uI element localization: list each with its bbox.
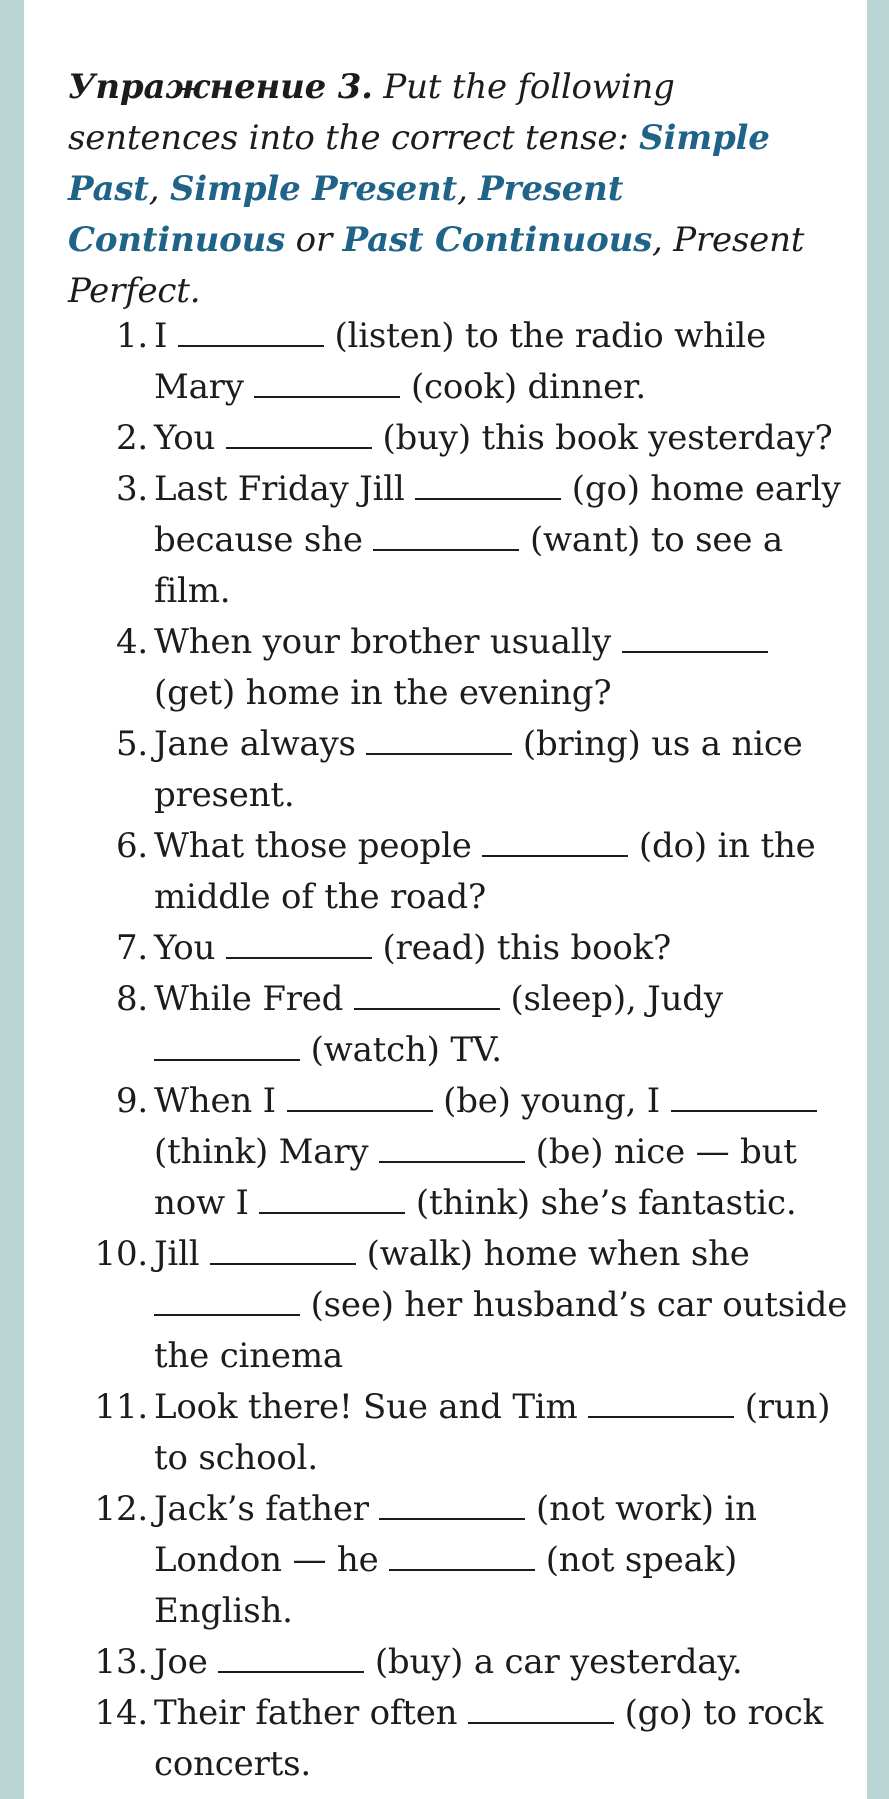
answer-blank[interactable] bbox=[178, 343, 324, 347]
answer-blank[interactable] bbox=[389, 1567, 535, 1571]
separator: , bbox=[148, 169, 170, 209]
answer-blank[interactable] bbox=[671, 1108, 817, 1112]
answer-blank[interactable] bbox=[366, 751, 512, 755]
item-text: (do) in the middle of the road? bbox=[154, 826, 816, 917]
exercise-page bbox=[24, 0, 867, 1799]
item-text: (read) this book? bbox=[371, 928, 672, 968]
item-text: When I bbox=[154, 1081, 287, 1121]
answer-blank[interactable] bbox=[379, 1159, 525, 1163]
item-text: Jane always bbox=[154, 724, 367, 764]
exercise-item bbox=[24, 311, 854, 413]
exercise-label: Упражнение 3. bbox=[68, 67, 373, 107]
exercise-instructions bbox=[68, 62, 818, 317]
item-number: 5. bbox=[115, 724, 148, 764]
exercise-item bbox=[24, 974, 854, 1076]
exercise-item bbox=[24, 1229, 854, 1382]
item-text: (watch) TV. bbox=[300, 1030, 502, 1070]
answer-blank[interactable] bbox=[588, 1414, 734, 1418]
item-text: Jack’s father bbox=[154, 1489, 380, 1529]
answer-blank[interactable] bbox=[226, 955, 372, 959]
instruction-text: Put the following sentences into the correct tense: bbox=[68, 67, 675, 158]
item-text: Last Friday Jill bbox=[154, 469, 416, 509]
exercise-item bbox=[24, 413, 854, 464]
answer-blank[interactable] bbox=[482, 853, 628, 857]
tense-simple-present: Simple Present bbox=[169, 169, 458, 209]
item-number: 3. bbox=[115, 469, 148, 509]
item-text: (not speak) English. bbox=[154, 1540, 738, 1631]
answer-blank[interactable] bbox=[379, 1516, 525, 1520]
exercise-item bbox=[24, 617, 854, 719]
item-text: You bbox=[154, 418, 226, 458]
item-text: (go) to rock concerts. bbox=[154, 1693, 824, 1784]
item-text: Their father often bbox=[154, 1693, 468, 1733]
item-number: 9. bbox=[115, 1081, 148, 1121]
item-number: 12. bbox=[94, 1489, 148, 1529]
exercise-item bbox=[24, 923, 854, 974]
item-number: 14. bbox=[94, 1693, 148, 1733]
item-text: (get) home in the evening? bbox=[154, 673, 612, 713]
exercise-item bbox=[24, 1484, 854, 1637]
exercise-item bbox=[24, 1382, 854, 1484]
item-text: I bbox=[154, 316, 178, 356]
answer-blank[interactable] bbox=[287, 1108, 433, 1112]
item-text: (be) young, I bbox=[432, 1081, 671, 1121]
item-number: 4. bbox=[115, 622, 148, 662]
answer-blank[interactable] bbox=[226, 445, 372, 449]
item-text: You bbox=[154, 928, 226, 968]
item-text: (see) her husband’s car outside the cinema bbox=[154, 1285, 848, 1376]
tense-simple-past: Simple Past bbox=[68, 118, 770, 209]
item-text: (buy) this book yesterday? bbox=[371, 418, 833, 458]
item-text: (bring) us a nice present. bbox=[154, 724, 803, 815]
item-text: (think) she’s fantastic. bbox=[405, 1183, 797, 1223]
item-text: (cook) dinner. bbox=[400, 367, 646, 407]
answer-blank[interactable] bbox=[354, 1006, 500, 1010]
item-number: 10. bbox=[94, 1234, 148, 1274]
answer-blank[interactable] bbox=[373, 547, 519, 551]
answer-blank[interactable] bbox=[622, 649, 768, 653]
exercise-item bbox=[24, 1637, 854, 1688]
tense-past-continuous: Past Continuous bbox=[342, 220, 653, 260]
item-text: Joe bbox=[154, 1642, 219, 1682]
separator: , bbox=[457, 169, 479, 209]
item-number: 11. bbox=[94, 1387, 148, 1427]
answer-blank[interactable] bbox=[254, 394, 400, 398]
item-text: Jill bbox=[154, 1234, 211, 1274]
answer-blank[interactable] bbox=[218, 1669, 364, 1673]
item-number: 1. bbox=[115, 316, 148, 356]
separator: or bbox=[285, 220, 343, 260]
item-text: (walk) home when she bbox=[356, 1234, 750, 1274]
item-text: (be) nice — but now I bbox=[154, 1132, 797, 1223]
item-text: (listen) to the radio while Mary bbox=[154, 316, 767, 407]
exercise-item bbox=[24, 464, 854, 617]
item-text: (think) Mary bbox=[154, 1132, 380, 1172]
answer-blank[interactable] bbox=[259, 1210, 405, 1214]
answer-blank[interactable] bbox=[154, 1057, 300, 1061]
tense-present-continuous: Present Continuous bbox=[68, 169, 624, 260]
answer-blank[interactable] bbox=[154, 1312, 300, 1316]
exercise-item bbox=[24, 821, 854, 923]
item-text: When your brother usually bbox=[154, 622, 622, 662]
item-number: 6. bbox=[115, 826, 148, 866]
item-text: (run) to school. bbox=[154, 1387, 831, 1478]
exercise-item bbox=[24, 719, 854, 821]
answer-blank[interactable] bbox=[468, 1720, 614, 1724]
exercise-item bbox=[24, 1076, 854, 1229]
item-text: (sleep), Judy bbox=[499, 979, 723, 1019]
exercise-list bbox=[24, 311, 867, 1790]
answer-blank[interactable] bbox=[210, 1261, 356, 1265]
answer-blank[interactable] bbox=[415, 496, 561, 500]
item-text: What those people bbox=[154, 826, 483, 866]
instruction-end: , Present Perfect. bbox=[68, 220, 805, 311]
item-text: Look there! Sue and Tim bbox=[154, 1387, 589, 1427]
item-number: 8. bbox=[115, 979, 148, 1019]
item-text: (buy) a car yesterday. bbox=[364, 1642, 743, 1682]
item-number: 7. bbox=[115, 928, 148, 968]
exercise-item bbox=[24, 1688, 854, 1790]
item-number: 13. bbox=[94, 1642, 148, 1682]
item-text: (go) home early because she bbox=[154, 469, 841, 560]
item-number: 2. bbox=[115, 418, 148, 458]
item-text: (not work) in London — he bbox=[154, 1489, 757, 1580]
item-text: (want) to see a film. bbox=[154, 520, 783, 611]
item-text: While Fred bbox=[154, 979, 354, 1019]
